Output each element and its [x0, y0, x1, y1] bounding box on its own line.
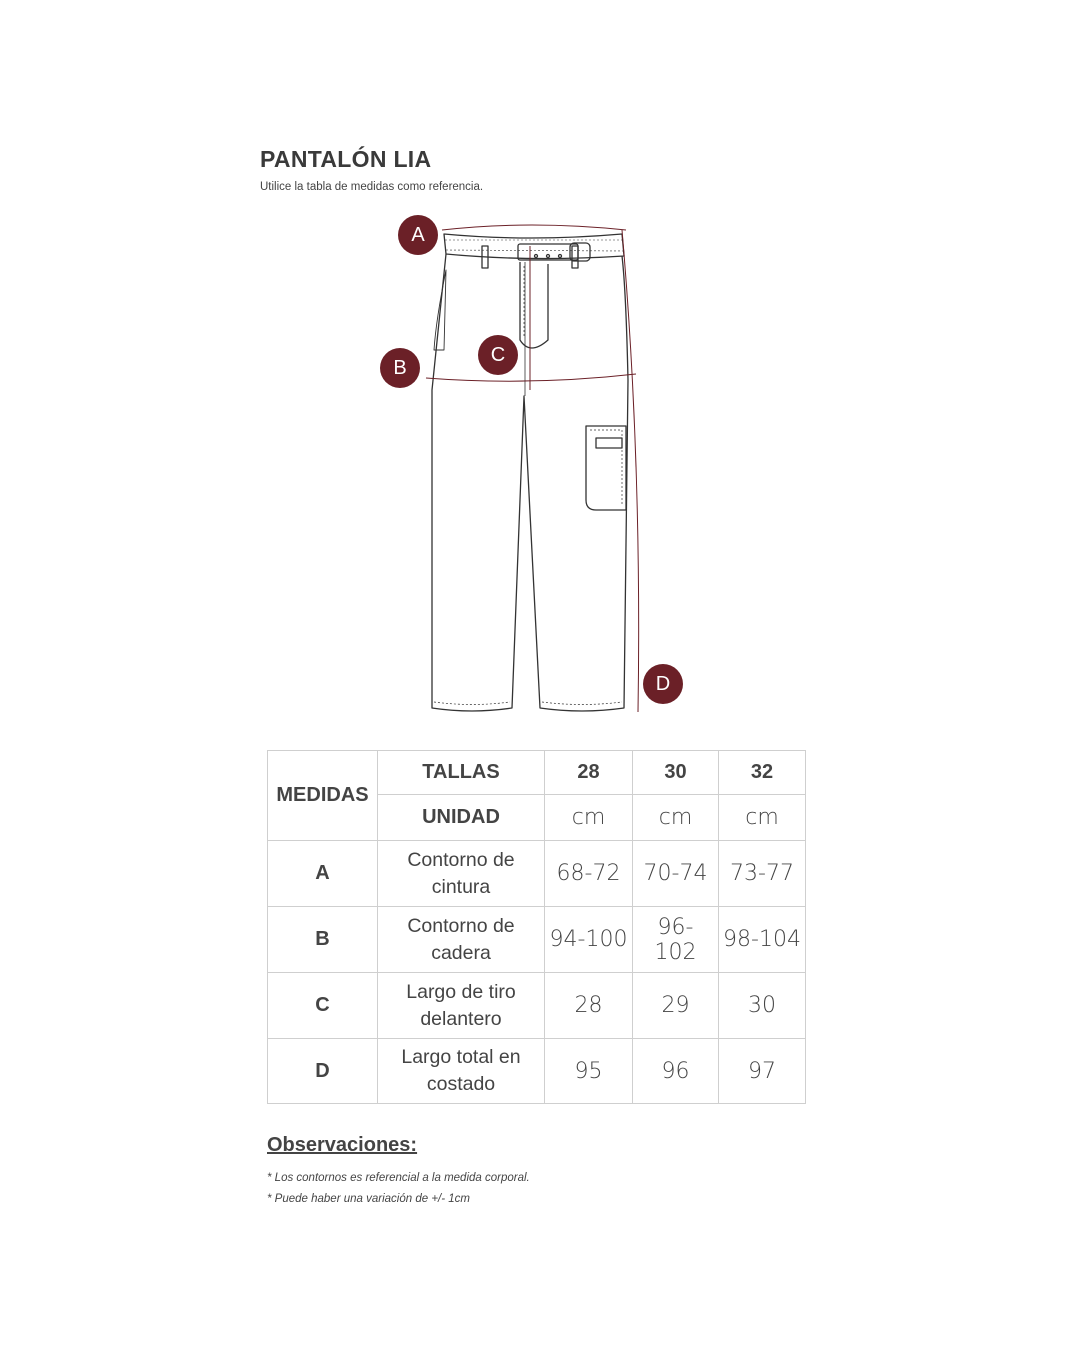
row-code: A — [268, 841, 378, 907]
page-subtitle: Utilice la tabla de medidas como referencia. — [260, 181, 484, 193]
corner-label: MEDIDAS — [268, 751, 378, 841]
row-description: Largo total en costado — [378, 1039, 545, 1104]
row-description: Contorno de cintura — [378, 841, 545, 907]
row-value: 98-104 — [719, 907, 806, 973]
row-code: C — [268, 973, 378, 1039]
row-value: 94-100 — [545, 907, 633, 973]
row-value: 70-74 — [633, 841, 719, 907]
row-value: 96 — [633, 1039, 719, 1104]
page-title: PANTALÓN LIA — [260, 146, 432, 172]
row-description: Largo de tiro delantero — [378, 973, 545, 1039]
pants-diagram — [370, 210, 700, 730]
row-value: 68-72 — [545, 841, 633, 907]
table-row — [268, 841, 806, 907]
table-row — [268, 1039, 806, 1104]
row-value: 96-102 — [633, 907, 719, 973]
marker-c: C — [478, 335, 518, 375]
pants-illustration — [370, 210, 700, 730]
row-description: Contorno de cadera — [378, 907, 545, 973]
size-header: 30 — [633, 751, 719, 795]
row-value: 29 — [633, 973, 719, 1039]
row-code: B — [268, 907, 378, 973]
table-row — [268, 973, 806, 1039]
size-header: 32 — [719, 751, 806, 795]
observation-note: * Los contornos es referencial a la medida corporal. — [267, 1172, 530, 1184]
observations-title: Observaciones: — [267, 1134, 418, 1156]
row-value: 73-77 — [719, 841, 806, 907]
sizes-label: TALLAS — [378, 751, 545, 795]
marker-b: B — [380, 348, 420, 388]
marker-d: D — [643, 664, 683, 704]
marker-a: A — [398, 215, 438, 255]
row-value: 95 — [545, 1039, 633, 1104]
row-code: D — [268, 1039, 378, 1104]
size-header: 28 — [545, 751, 633, 795]
unit-cell: cm — [545, 795, 633, 841]
table-row — [268, 907, 806, 973]
observation-note: * Puede haber una variación de +/- 1cm — [267, 1193, 470, 1205]
row-value: 30 — [719, 973, 806, 1039]
row-value: 97 — [719, 1039, 806, 1104]
unit-cell: cm — [719, 795, 806, 841]
row-value: 28 — [545, 973, 633, 1039]
unit-cell: cm — [633, 795, 719, 841]
unit-label: UNIDAD — [378, 795, 545, 841]
size-table — [267, 750, 806, 1104]
